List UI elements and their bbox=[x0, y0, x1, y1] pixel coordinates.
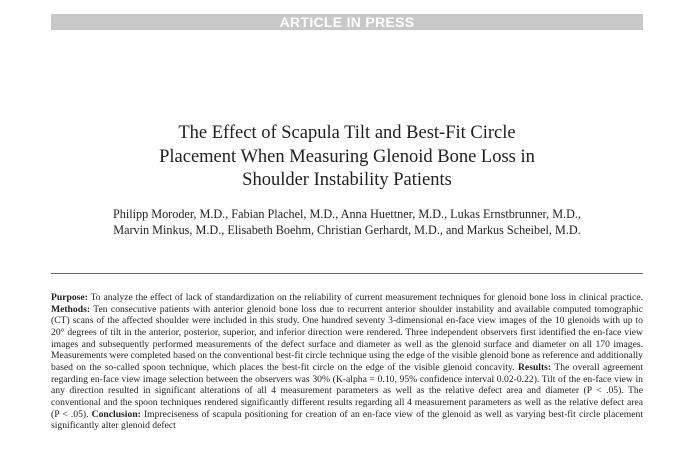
results-text: The overall agreement regarding en-face view image selection between the observers was 30% (K-alpha = 0.10, 95% confidence interval 0.02-0.22). Tilt of the en-face view in any direction resulted in significant alterations of all 4 measurement parameters as well as the relative defect area and diameter (P < .05). The conventional and the spoon techniques rendered significantly different results regarding all 4 measurement parameters as well as the relative defect area (P < .05). bbox=[51, 361, 644, 420]
title-line: Shoulder Instability Patients bbox=[242, 170, 452, 190]
title-line: Placement When Measuring Glenoid Bone Loss in bbox=[159, 146, 535, 167]
purpose-label: Purpose: bbox=[51, 292, 88, 303]
results-label: Results: bbox=[517, 361, 552, 373]
author-line: Marvin Minkus, M.D., Elisabeth Boehm, Christian Gerhardt, M.D., and Markus Scheibel, M.D. bbox=[113, 223, 581, 237]
author-list bbox=[51, 206, 643, 238]
conclusion-label: Conclusion: bbox=[91, 408, 141, 420]
article-title bbox=[51, 122, 643, 193]
purpose-text: To analyze the effect of lack of standardization on the reliability of current measurement techniques for glenoid bone loss in clinical practice. bbox=[90, 292, 643, 303]
article-in-press-banner: ARTICLE IN PRESS bbox=[51, 14, 643, 30]
title-line: The Effect of Scapula Tilt and Best-Fit Circle bbox=[178, 123, 516, 143]
methods-text: Ten consecutive patients with anterior glenoid bone loss due to recurrent anterior shoulder instability and available computed tomographic (CT) scans of the affected shoulder were included in this study. One hundred seventy 3-dimensional en-face view images of the 10 glenoids with up to 20° degrees of tilt in the anterior, posterior, superior, and inferior direction were rendered. Three independent observers first identified the en-face view images and subsequently performed measurements of the defect surface and diameter as well as the glenoid surface and diameter on all 170 images. Measurements were completed based on the conventional best-fit circle technique using the edge of the visible glenoid bone as reference and additionally based on the so-called spoon technique, which places the best-fit circle on the edge of the visible glenoid concavity. bbox=[51, 303, 643, 373]
methods-label: Methods: bbox=[51, 303, 91, 315]
conclusion-text: Impreciseness of scapula positioning for creation of an en-face view of the glenoid as well as varying best-fit circle placement significantly alter glenoid defect bbox=[51, 408, 644, 432]
author-line: Philipp Moroder, M.D., Fabian Plachel, M.D., Anna Huettner, M.D., Lukas Ernstbrunner, M.D., bbox=[112, 207, 582, 221]
section-divider bbox=[51, 273, 643, 274]
abstract bbox=[51, 292, 643, 432]
